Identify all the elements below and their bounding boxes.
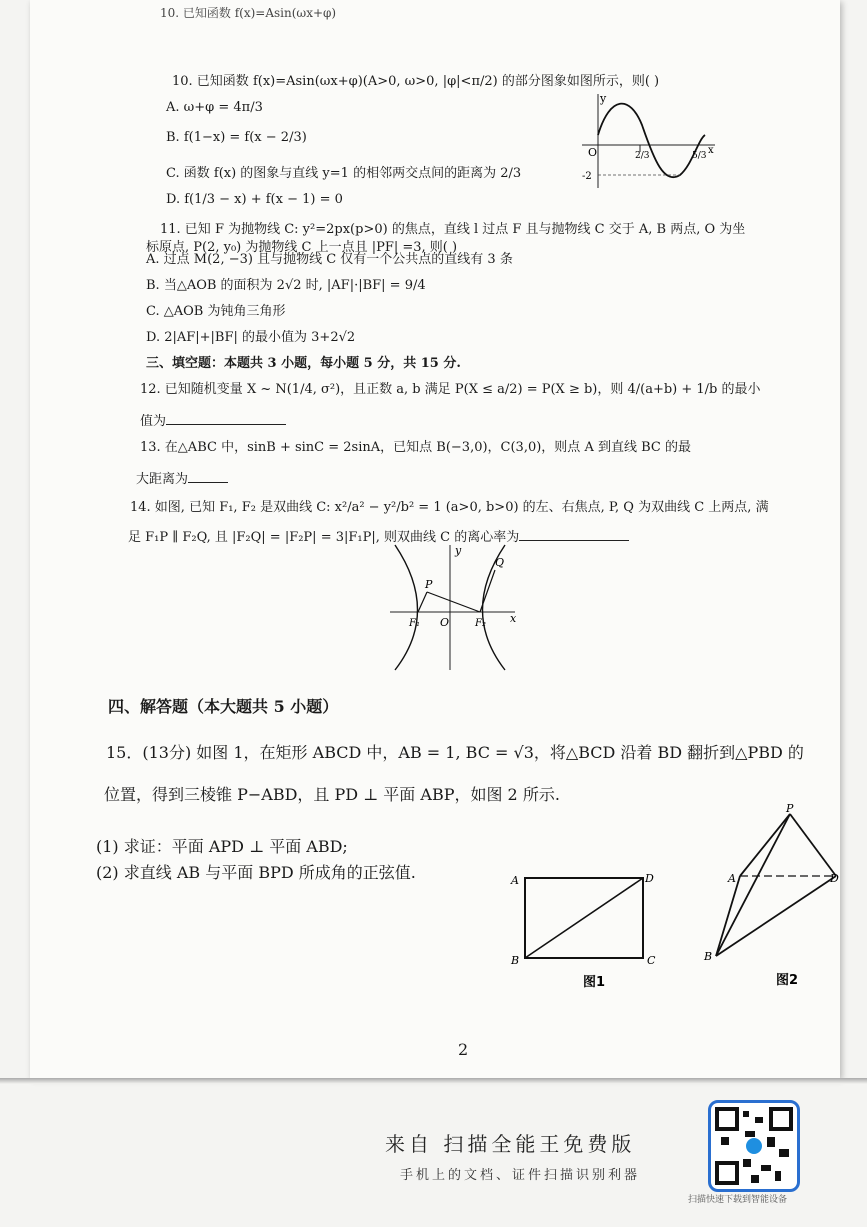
fig1-caption: 图1 xyxy=(583,975,606,990)
fig2-label-p: P xyxy=(786,802,794,815)
q15-line1: 15．(13分) 如图 1，在矩形 ABCD 中，AB = 1, BC = √3，将△BCD 沿着 BD 翻折到△PBD 的 xyxy=(106,743,804,762)
graph-tick-2-3: 2/3 xyxy=(635,151,650,161)
fig1-label-d: D xyxy=(645,872,654,885)
q13-answer-blank xyxy=(188,470,228,483)
q10-option-b: B. f(1−x) = f(x − 2/3) xyxy=(166,130,307,145)
fig1-label-b: B xyxy=(511,954,520,967)
graph-x-label: x xyxy=(708,145,714,156)
q12-line2: 值为 xyxy=(140,410,286,429)
q11-option-c: C. △AOB 为钝角三角形 xyxy=(146,304,286,319)
graph-tick-5-3: 5/3 xyxy=(692,151,707,161)
section-four-heading: 四、解答题（本大题共 5 小题） xyxy=(108,697,339,716)
q15-part2: (2) 求直线 AB 与平面 BPD 所成角的正弦值. xyxy=(96,863,416,882)
page-number: 2 xyxy=(458,1040,469,1059)
fig2-label-d: D xyxy=(830,872,839,885)
hyper-y-label: y xyxy=(455,544,462,557)
qr-code[interactable] xyxy=(708,1100,800,1192)
q13-line1: 13. 在△ABC 中，sinB + sinC = 2sinA，已知点 B(−3,0)，C(3,0)，则点 A 到直线 BC 的最 xyxy=(140,440,691,455)
q14-answer-blank xyxy=(519,528,629,541)
q11-stem-line2: 标原点, P(2, y₀) 为抛物线 C 上一点且 |PF| =3, 则( ) xyxy=(146,240,458,255)
figure2-tetrahedron xyxy=(700,800,840,990)
q10-option-c: C. 函数 f(x) 的图象与直线 y=1 的相邻两交点间的距离为 2/3 xyxy=(166,166,522,181)
hyper-origin-label: O xyxy=(440,616,450,629)
fig1-label-c: C xyxy=(647,954,656,967)
page-edge-shadow xyxy=(0,1078,867,1084)
hyper-f2-label: F₂ xyxy=(475,618,486,629)
fig1-label-a: A xyxy=(511,874,519,887)
q11-option-a: A. 过点 M(2, −3) 且与抛物线 C 仅有一个公共点的直线有 3 条 xyxy=(146,252,513,267)
hyperbola-figure xyxy=(385,540,525,675)
graph-y-label: y xyxy=(600,92,607,105)
q13-line2: 大距离为 xyxy=(136,468,228,487)
qr-caption: 扫描快速下载到智能设备 xyxy=(688,1195,788,1205)
scanner-watermark-subtitle: 手机上的文档、证件扫描识别利器 xyxy=(400,1168,641,1183)
q11-option-b: B. 当△AOB 的面积为 2√2 时, |AF|·|BF| = 9/4 xyxy=(146,278,426,293)
fig2-label-a: A xyxy=(728,872,736,885)
q14-line1: 14. 如图, 已知 F₁, F₂ 是双曲线 C: x²/a² − y²/b² = 1 (a>0, b>0) 的左、右焦点, P, Q 为双曲线 C 上两点, 满 xyxy=(130,500,769,515)
graph-tick-neg2: -2 xyxy=(582,171,592,182)
q11-option-d: D. 2|AF|+|BF| 的最小值为 3+2√2 xyxy=(146,330,356,345)
section-three-heading: 三、填空题：本题共 3 小题，每小题 5 分，共 15 分. xyxy=(146,356,461,371)
q15-part1: (1) 求证：平面 APD ⊥ 平面 ABD; xyxy=(96,837,348,856)
hyper-f1-label: F₁ xyxy=(409,618,420,629)
graph-origin-label: O xyxy=(588,146,598,159)
q15-line2: 位置，得到三棱锥 P−ABD，且 PD ⊥ 平面 ABP，如图 2 所示. xyxy=(104,785,560,804)
q10-header-cut: 10. 已知函数 f(x)=Asin(ωx+φ) xyxy=(160,6,337,20)
q10-option-d: D. f(1/3 − x) + f(x − 1) = 0 xyxy=(166,192,343,207)
q11-stem-line1: 11. 已知 F 为抛物线 C: y²=2px(p>0) 的焦点，直线 l 过点 F 且与抛物线 C 交于 A, B 两点, O 为坐 xyxy=(160,222,746,237)
fig2-caption: 图2 xyxy=(776,973,799,988)
q10-stem: 10. 已知函数 f(x)=Asin(ωx+φ)(A>0, ω>0, |φ|<π/2) 的部分图象如图所示，则( ) xyxy=(172,74,660,89)
sine-graph xyxy=(580,90,720,190)
qr-code-icon xyxy=(711,1103,797,1189)
hyper-x-label: x xyxy=(510,612,517,625)
q10-option-a: A. ω+φ = 4π/3 xyxy=(166,100,263,115)
hyper-q-label: Q xyxy=(495,556,505,569)
q12-line1: 12. 已知随机变量 X ~ N(1/4, σ²)，且正数 a, b 满足 P(X ≤ a/2) = P(X ≥ b)，则 4/(a+b) + 1/b 的最小 xyxy=(140,382,761,397)
hyper-p-label: P xyxy=(425,578,433,591)
scanner-watermark-title: 来自 扫描全能王免费版 xyxy=(385,1132,636,1156)
q14-line2: 足 F₁P ∥ F₂Q, 且 |F₂Q| = |F₂P| = 3|F₁P|, 则双曲线 C 的离心率为 xyxy=(128,526,629,545)
q12-answer-blank xyxy=(166,412,286,425)
fig2-label-b: B xyxy=(704,950,713,963)
figure1-rectangle xyxy=(505,860,665,990)
